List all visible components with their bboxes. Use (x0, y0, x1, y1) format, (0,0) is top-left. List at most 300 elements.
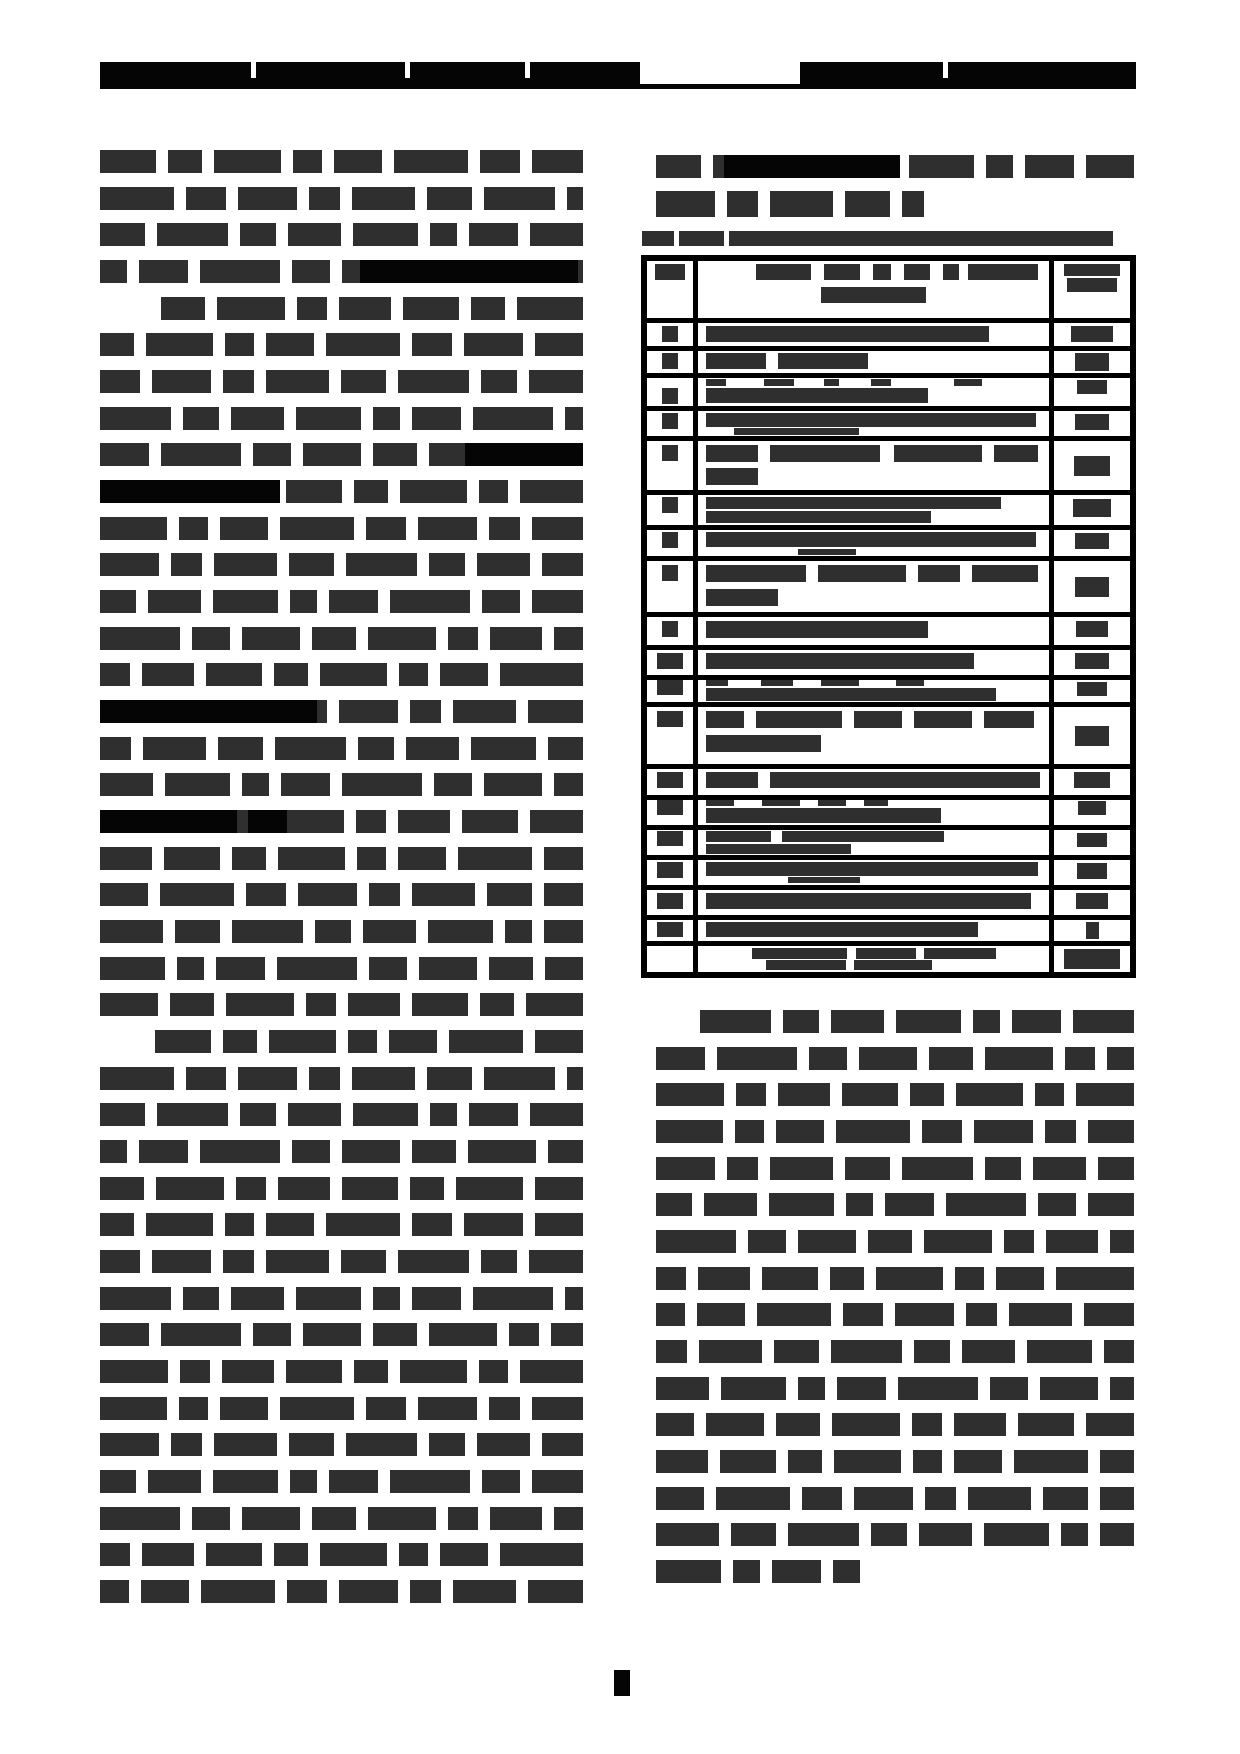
cell-value (1054, 946, 1130, 972)
description-redaction (762, 800, 800, 806)
redacted-word (798, 1377, 825, 1400)
redacted-word (315, 920, 351, 943)
redacted-word (885, 1193, 934, 1216)
redacted-word (762, 1267, 818, 1290)
value-redaction (1075, 577, 1109, 597)
redacted-word (735, 1120, 764, 1143)
redacted-word (1100, 1450, 1134, 1473)
header-word-gap (525, 62, 530, 78)
redacted-word (802, 1487, 842, 1510)
redacted-word (700, 1010, 771, 1033)
redacted-word (530, 223, 583, 246)
cell-description (698, 650, 1049, 675)
redacted-word (567, 1067, 583, 1090)
value-redaction (1067, 278, 1117, 292)
redacted-word (1004, 1230, 1034, 1253)
cell-description (698, 860, 1049, 885)
redacted-word (542, 1433, 583, 1456)
redacted-word (500, 1543, 583, 1566)
row-number-redaction (657, 831, 683, 846)
redacted-word (464, 1213, 523, 1236)
redacted-word (100, 737, 131, 760)
redacted-word (394, 150, 468, 173)
description-redaction (873, 264, 891, 280)
cell-row-number (647, 920, 693, 941)
redacted-word (482, 590, 520, 613)
redaction-bold-segment (248, 810, 287, 833)
redacted-word (954, 1413, 1006, 1436)
redacted-word (369, 957, 407, 980)
redacted-word (480, 993, 514, 1016)
redacted-word (100, 1177, 144, 1200)
cell-value (1054, 411, 1130, 436)
redacted-word (287, 1580, 327, 1603)
redacted-word (406, 737, 459, 760)
redacted-word (400, 1360, 467, 1383)
redacted-word (834, 1450, 901, 1473)
redacted-word (480, 150, 520, 173)
description-redaction (821, 680, 859, 686)
redacted-word (157, 223, 228, 246)
value-redaction (1077, 380, 1107, 394)
redacted-word (412, 1140, 456, 1163)
redacted-word (157, 1103, 228, 1126)
redacted-word (1009, 1303, 1072, 1326)
redacted-word (487, 883, 532, 906)
description-redaction (918, 565, 960, 582)
description-redaction (706, 808, 941, 823)
redacted-word (448, 627, 478, 650)
redacted-word (412, 993, 468, 1016)
redacted-word (148, 590, 201, 613)
redacted-word (902, 191, 924, 217)
redacted-word (1043, 1487, 1088, 1510)
redacted-word (100, 663, 130, 686)
description-redaction (752, 948, 847, 959)
redacted-word (366, 517, 406, 540)
redacted-word (656, 1413, 694, 1436)
value-redaction (1086, 922, 1099, 939)
row-number-redaction (662, 621, 678, 637)
value-redaction (1076, 893, 1108, 909)
redacted-word (286, 480, 342, 503)
value-redaction (1064, 264, 1120, 276)
redacted-word (238, 1067, 297, 1090)
redacted-word (373, 1287, 400, 1310)
redacted-word (699, 1340, 762, 1363)
redacted-word (312, 627, 356, 650)
redacted-word (656, 1560, 721, 1583)
redacted-word (845, 1157, 890, 1180)
redacted-word (100, 443, 149, 466)
description-redaction (984, 711, 1034, 728)
redacted-word (529, 370, 583, 393)
cell-description (698, 946, 1049, 972)
redacted-word (520, 480, 583, 503)
redacted-word (453, 1580, 516, 1603)
redacted-word (280, 1397, 354, 1420)
redacted-word (490, 1507, 542, 1530)
redacted-word (902, 1157, 973, 1180)
cell-row-number (647, 617, 693, 645)
redacted-word (551, 1323, 583, 1346)
redacted-word (214, 1433, 277, 1456)
redacted-word (1110, 1377, 1134, 1400)
redacted-word (896, 1010, 961, 1033)
value-redaction (1075, 653, 1109, 669)
description-redaction (894, 445, 982, 462)
redacted-word (201, 1580, 275, 1603)
redacted-word (412, 883, 475, 906)
redacted-word (565, 1287, 583, 1310)
redacted-word (165, 773, 230, 796)
redacted-word (177, 957, 204, 980)
redacted-word (720, 1450, 776, 1473)
cell-row-number (647, 378, 693, 406)
redacted-word (505, 920, 532, 943)
header-redaction-right (800, 62, 1136, 84)
caption-word-gap (674, 231, 679, 246)
redacted-word (956, 1083, 1023, 1106)
cell-description (698, 800, 1049, 825)
redacted-word (298, 883, 357, 906)
redacted-word (783, 1010, 819, 1033)
redacted-word (776, 1120, 824, 1143)
redacted-word (398, 847, 446, 870)
redacted-word (231, 1287, 284, 1310)
description-redaction (706, 511, 931, 523)
redacted-word (428, 920, 493, 943)
row-number-redaction (655, 264, 685, 280)
redacted-word (139, 260, 188, 283)
row-number-redaction (662, 353, 678, 369)
redacted-word (769, 1193, 834, 1216)
redacted-word (352, 1067, 415, 1090)
value-redaction (1071, 326, 1113, 342)
redacted-word (554, 1507, 583, 1530)
redacted-word (213, 1470, 278, 1493)
redacted-word (100, 590, 136, 613)
cell-row-number (647, 441, 693, 490)
header-word-gap (251, 62, 256, 78)
redacted-word (532, 150, 583, 173)
redacted-word (842, 1083, 898, 1106)
value-redaction (1077, 682, 1107, 696)
redacted-word (532, 1397, 583, 1420)
cell-value (1054, 617, 1130, 645)
redacted-word (342, 773, 422, 796)
redacted-word (788, 1523, 859, 1546)
redacted-word (914, 1340, 950, 1363)
redacted-word (293, 150, 322, 173)
redacted-word (1033, 1157, 1086, 1180)
redacted-word (532, 590, 583, 613)
header-word-gap (943, 62, 948, 78)
redacted-word (484, 773, 542, 796)
page-number-redaction (614, 1670, 630, 1696)
redacted-word (1086, 1413, 1134, 1436)
redacted-word (544, 920, 583, 943)
redacted-word (303, 443, 361, 466)
redacted-word (837, 1377, 886, 1400)
redacted-word (419, 957, 477, 980)
header-redaction-left (100, 62, 640, 84)
redacted-word (542, 553, 583, 576)
redacted-word (895, 1303, 954, 1326)
redacted-word (410, 1177, 444, 1200)
redacted-word (399, 663, 428, 686)
redacted-word (226, 993, 294, 1016)
value-redaction (1075, 533, 1109, 549)
redacted-word (100, 1360, 168, 1383)
redacted-word (346, 553, 417, 576)
redacted-word (100, 150, 156, 173)
description-redaction (706, 379, 726, 386)
redacted-word (342, 1140, 400, 1163)
redacted-word (717, 1047, 797, 1070)
redacted-word (100, 333, 134, 356)
redacted-word (489, 1397, 520, 1420)
description-redaction (764, 379, 794, 386)
redacted-word (727, 191, 758, 217)
redaction-bold-segment (465, 443, 583, 466)
description-redaction (706, 445, 758, 462)
description-redaction (756, 264, 811, 280)
redacted-word (320, 1543, 387, 1566)
redacted-word (473, 1287, 553, 1310)
redacted-word (1100, 1487, 1134, 1510)
redacted-word (656, 191, 715, 217)
cell-value (1054, 769, 1130, 795)
redacted-word (179, 517, 208, 540)
redacted-word (830, 1267, 864, 1290)
redacted-word (312, 1507, 356, 1530)
redacted-word (363, 920, 416, 943)
description-redaction (896, 680, 924, 686)
redacted-word (292, 260, 330, 283)
redacted-word (206, 663, 262, 686)
redacted-word (357, 847, 386, 870)
redacted-word (489, 517, 520, 540)
redacted-word (218, 737, 263, 760)
redacted-word (770, 1157, 833, 1180)
redacted-word (656, 1377, 709, 1400)
cell-description (698, 707, 1049, 764)
cell-row-number (647, 323, 693, 346)
cell-value (1054, 495, 1130, 525)
redacted-word (535, 1177, 583, 1200)
redacted-word (100, 223, 145, 246)
redacted-word (175, 920, 220, 943)
redacted-word (100, 370, 140, 393)
redacted-word (462, 810, 518, 833)
redacted-word (697, 1303, 745, 1326)
redacted-word (471, 737, 536, 760)
description-redaction (706, 711, 744, 728)
redacted-word (910, 1083, 944, 1106)
redacted-word (473, 407, 553, 430)
redacted-word (656, 1193, 692, 1216)
description-redaction (706, 844, 851, 854)
redacted-word (733, 1560, 760, 1583)
redacted-word (656, 1340, 687, 1363)
description-redaction (824, 264, 860, 280)
redacted-word (142, 663, 194, 686)
redacted-word (898, 1377, 978, 1400)
redacted-word (748, 1230, 786, 1253)
redacted-word (479, 1360, 508, 1383)
redacted-word (269, 1030, 336, 1053)
cell-description (698, 441, 1049, 490)
redacted-word (479, 480, 508, 503)
row-number-redaction (662, 565, 678, 581)
value-redaction (1074, 772, 1110, 788)
redacted-word (1110, 1230, 1134, 1253)
redacted-word (341, 1250, 386, 1273)
description-redaction (706, 413, 1036, 427)
redacted-word (990, 1377, 1028, 1400)
redacted-word (412, 407, 461, 430)
redacted-word (736, 1083, 766, 1106)
redaction-bold-segment (100, 480, 280, 503)
cell-value (1054, 890, 1130, 915)
cell-row-number (647, 680, 693, 702)
redacted-word (286, 1360, 342, 1383)
description-redaction (782, 831, 944, 842)
redacted-word (289, 553, 334, 576)
redacted-word (253, 443, 291, 466)
redacted-word (656, 1303, 685, 1326)
redacted-word (962, 1340, 1015, 1363)
redacted-word (1045, 1120, 1076, 1143)
cell-row-number (647, 261, 693, 318)
cell-value (1054, 800, 1130, 825)
redacted-word (925, 1487, 956, 1510)
redacted-word (242, 627, 300, 650)
redacted-word (727, 1157, 758, 1180)
redacted-word (1038, 1193, 1076, 1216)
redacted-word (183, 407, 219, 430)
redacted-word (418, 1397, 477, 1420)
redacted-word (567, 187, 583, 210)
redacted-word (429, 1323, 497, 1346)
redacted-word (398, 1250, 469, 1273)
description-redaction (706, 772, 758, 788)
redacted-word (548, 1140, 583, 1163)
redacted-word (1088, 1193, 1134, 1216)
redacted-word (398, 370, 469, 393)
redacted-word (100, 993, 158, 1016)
redacted-word (464, 333, 523, 356)
redacted-word (171, 553, 202, 576)
cell-row-number (647, 860, 693, 885)
redacted-word (1018, 1413, 1074, 1436)
redacted-word (164, 847, 220, 870)
redacted-word (871, 1523, 907, 1546)
redacted-word (100, 957, 165, 980)
redacted-word (410, 1580, 441, 1603)
redacted-word (544, 883, 583, 906)
redacted-word (356, 810, 386, 833)
redacted-word (656, 1487, 704, 1510)
redacted-word (192, 1507, 230, 1530)
value-redaction (1078, 801, 1106, 815)
cell-description (698, 561, 1049, 612)
cell-description (698, 769, 1049, 795)
redacted-word (778, 1083, 830, 1106)
redacted-word (373, 407, 400, 430)
redacted-word (859, 1047, 917, 1070)
redacted-word (429, 553, 465, 576)
redacted-word (757, 1303, 831, 1326)
redacted-word (326, 1213, 400, 1236)
value-redaction (1077, 863, 1107, 879)
redacted-word (966, 1303, 997, 1326)
cell-row-number (647, 561, 693, 612)
redacted-word (526, 993, 583, 1016)
redacted-word (656, 1083, 724, 1106)
value-redaction (1064, 949, 1120, 969)
cell-description (698, 378, 1049, 406)
redacted-word (544, 847, 583, 870)
redacted-word (954, 1450, 1002, 1473)
redacted-word (924, 1230, 992, 1253)
redacted-word (290, 590, 317, 613)
description-redaction (706, 497, 1001, 509)
redacted-word (968, 1487, 1031, 1510)
redacted-word (213, 590, 278, 613)
cell-row-number (647, 946, 693, 972)
redacted-word (339, 297, 391, 320)
description-redaction (761, 680, 793, 686)
redacted-word (845, 191, 890, 217)
description-redaction (706, 688, 996, 701)
cell-description (698, 680, 1049, 702)
redacted-word (274, 663, 308, 686)
cell-row-number (647, 650, 693, 675)
redacted-word (788, 1450, 822, 1473)
redacted-word (100, 553, 159, 576)
redacted-word (403, 297, 459, 320)
redacted-word (1104, 1340, 1134, 1363)
redacted-word (100, 773, 153, 796)
redacted-word (161, 1323, 241, 1346)
description-redaction (788, 877, 860, 883)
redacted-word (390, 1470, 470, 1493)
row-number-redaction (662, 497, 678, 513)
redacted-word (143, 737, 206, 760)
redacted-word (242, 773, 269, 796)
description-redaction (778, 353, 868, 369)
redacted-word (1076, 1083, 1134, 1106)
redacted-word (520, 1360, 583, 1383)
redacted-word (142, 1543, 194, 1566)
redacted-word (698, 1267, 750, 1290)
redacted-word (468, 1140, 536, 1163)
description-redaction (914, 711, 972, 728)
caption-word-gap (724, 231, 729, 246)
redacted-word (389, 1030, 437, 1053)
redacted-word (922, 1120, 962, 1143)
redacted-word (548, 737, 583, 760)
redacted-word (100, 1433, 159, 1456)
cell-description (698, 920, 1049, 941)
redacted-word (427, 1067, 472, 1090)
redacted-word (186, 1067, 226, 1090)
redacted-word (296, 1287, 361, 1310)
value-redaction (1075, 726, 1109, 746)
redacted-word (440, 663, 488, 686)
